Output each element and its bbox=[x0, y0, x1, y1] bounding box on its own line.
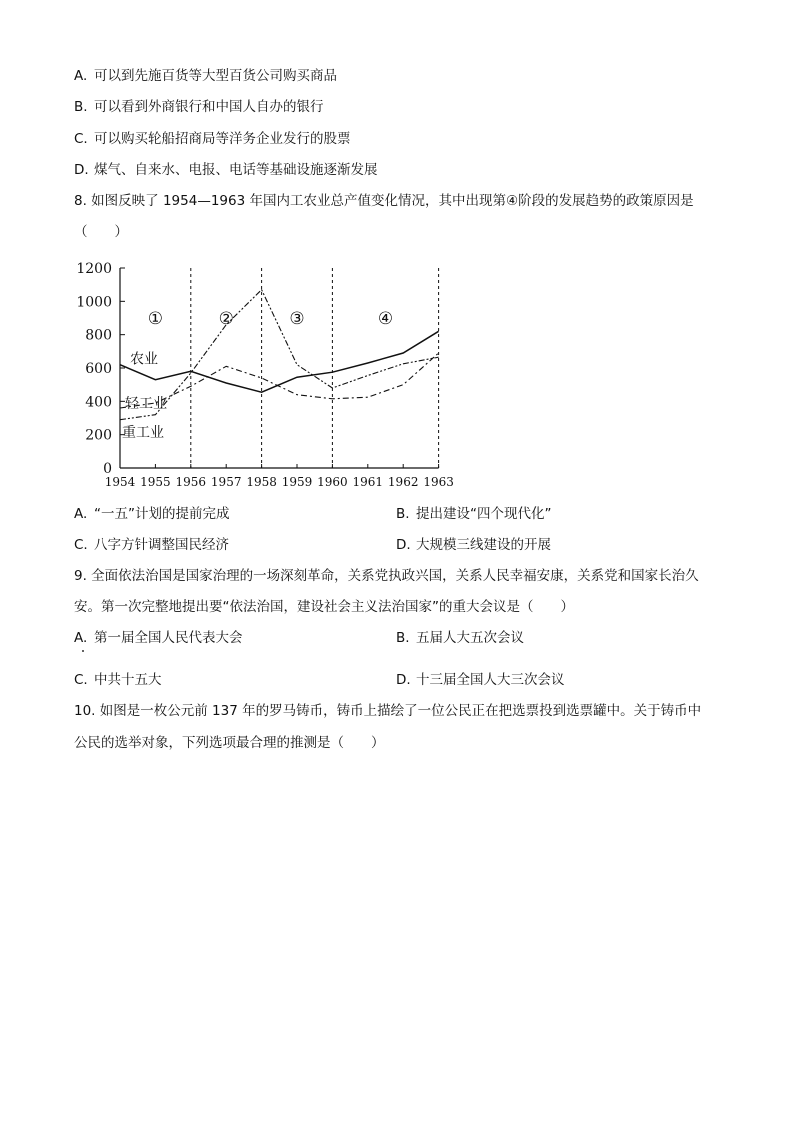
q8-stem-line2: （ ） bbox=[74, 224, 128, 240]
stray-dot bbox=[82, 650, 84, 652]
q7-option-c-label: C. bbox=[74, 131, 88, 147]
series-label: 重工业 bbox=[122, 425, 164, 442]
series-line bbox=[120, 331, 439, 392]
x-tick-label: 1955 bbox=[140, 475, 171, 489]
q9-option-c-label: C. bbox=[74, 672, 88, 688]
q8-option-c bbox=[74, 536, 229, 554]
x-tick-label: 1962 bbox=[387, 475, 419, 489]
series-line bbox=[120, 353, 439, 408]
x-tick-label: 1963 bbox=[423, 475, 454, 489]
q8-option-d bbox=[396, 536, 551, 554]
y-tick-label: 600 bbox=[85, 361, 112, 377]
q7-option-a-label: A. bbox=[74, 68, 88, 84]
q9-option-d bbox=[396, 671, 565, 689]
q8-option-d-label: D. bbox=[396, 537, 411, 553]
q9-option-d-text: 十三届全国人大三次会议 bbox=[416, 672, 565, 688]
q7-option-a-text: 可以到先施百货等大型百货公司购买商品 bbox=[94, 68, 337, 84]
phase-label: ③ bbox=[289, 309, 305, 329]
y-tick-label: 200 bbox=[85, 427, 112, 444]
y-tick-label: 0 bbox=[103, 461, 112, 477]
y-tick-label: 1000 bbox=[76, 294, 112, 311]
phase-label: ④ bbox=[377, 309, 394, 329]
q9-option-b bbox=[396, 629, 524, 647]
q7-option-c bbox=[74, 130, 351, 148]
x-tick-label: 1961 bbox=[352, 475, 384, 489]
x-tick-label: 1956 bbox=[175, 475, 207, 489]
q8-option-c-text: 八字方针调整国民经济 bbox=[94, 537, 229, 553]
x-tick-label: 1958 bbox=[246, 475, 277, 489]
q8-option-b-text: 提出建设“四个现代化” bbox=[416, 506, 552, 522]
y-tick-label: 800 bbox=[85, 327, 112, 344]
q7-option-b-text: 可以看到外商银行和中国人自办的银行 bbox=[94, 99, 324, 115]
q9-option-c-text: 中共十五大 bbox=[94, 672, 162, 688]
q10-stem-line1: 10. 如图是一枚公元前 137 年的罗马铸币，铸币上描绘了一位公民正在把选票投到选票罐中。关于铸币中 bbox=[74, 703, 702, 719]
industrial-agricultural-output-chart bbox=[60, 252, 500, 492]
q10-stem-line2: 公民的选举对象，下列选项最合理的推测是（ ） bbox=[74, 735, 385, 751]
q9-option-a-text: 第一届全国人民代表大会 bbox=[94, 630, 243, 646]
x-tick-label: 1960 bbox=[317, 475, 348, 489]
y-tick-label: 1200 bbox=[76, 261, 112, 277]
q7-option-b-label: B. bbox=[74, 99, 88, 115]
q9-option-a-label: A. bbox=[74, 630, 88, 646]
q9-option-b-text: 五届人大五次会议 bbox=[416, 630, 524, 646]
q7-option-b bbox=[74, 98, 324, 116]
x-tick-label: 1954 bbox=[104, 475, 136, 489]
q9-stem-line1: 9. 全面依法治国是国家治理的一场深刻革命，关系党执政兴国，关系人民幸福安康，关系党和国家长治久 bbox=[74, 568, 699, 584]
phase-label: ① bbox=[147, 309, 164, 329]
q8-option-b bbox=[396, 505, 552, 523]
q8-option-a bbox=[74, 505, 230, 523]
series-label: 轻工业 bbox=[125, 396, 167, 412]
q8-option-a-label: A. bbox=[74, 506, 88, 522]
q9-stem-line2: 安。第一次完整地提出要“依法治国，建设社会主义法治国家”的重大会议是（ ） bbox=[74, 599, 574, 615]
x-tick-label: 1957 bbox=[210, 475, 242, 489]
y-tick-label: 400 bbox=[85, 394, 112, 411]
q9-option-b-label: B. bbox=[396, 630, 410, 646]
q7-option-c-text: 可以购买轮船招商局等洋务企业发行的股票 bbox=[94, 131, 351, 147]
q7-option-d-text: 煤气、自来水、电报、电话等基础设施逐渐发展 bbox=[94, 162, 378, 178]
q7-option-a bbox=[74, 67, 337, 85]
q9-option-d-label: D. bbox=[396, 672, 411, 688]
q8-option-a-text: “一五”计划的提前完成 bbox=[94, 506, 230, 522]
q7-option-d bbox=[74, 161, 378, 179]
q7-option-d-label: D. bbox=[74, 162, 89, 178]
q9-option-a bbox=[74, 629, 243, 647]
phase-label: ② bbox=[218, 309, 234, 329]
q8-option-b-label: B. bbox=[396, 506, 410, 522]
series-label: 农业 bbox=[130, 351, 158, 368]
q8-option-d-text: 大规模三线建设的开展 bbox=[416, 537, 551, 553]
q8-stem-line1: 8. 如图反映了 1954—1963 年国内工农业总产值变化情况，其中出现第④阶段的发展趋势的政策原因是 bbox=[74, 193, 694, 209]
x-tick-label: 1959 bbox=[281, 475, 313, 489]
q9-option-c bbox=[74, 671, 162, 689]
q8-option-c-label: C. bbox=[74, 537, 88, 553]
